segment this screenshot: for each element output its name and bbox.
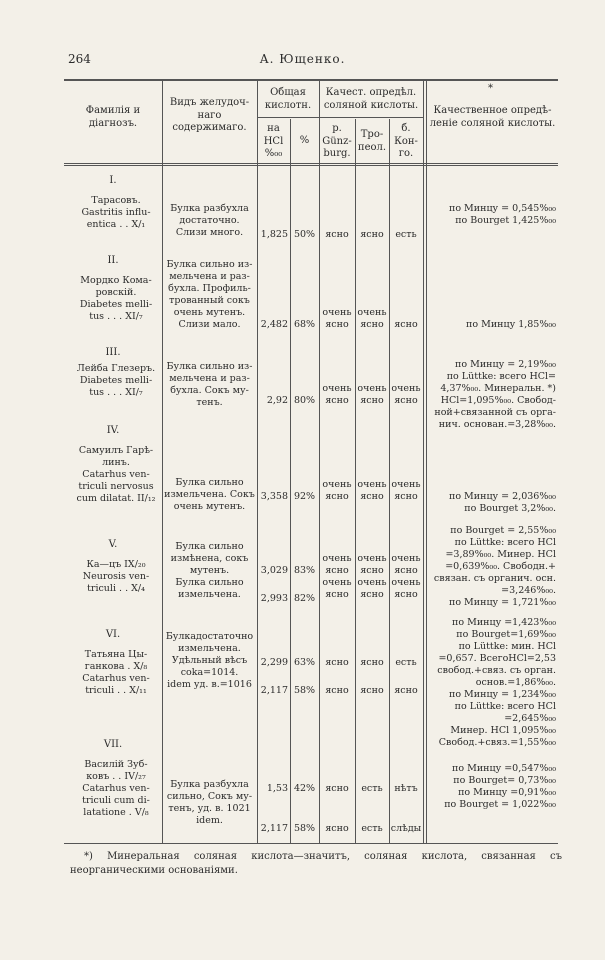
col-rule-3 bbox=[290, 119, 291, 844]
qualitative-gunz: ясно ясно bbox=[325, 783, 349, 834]
hcl-permille-value: 2,482 bbox=[260, 319, 288, 330]
header-quantitative: Качественное опредѣ- леніе соляной кислоты. bbox=[429, 105, 556, 129]
table-bottom-border bbox=[64, 843, 558, 844]
percent-value: 50% bbox=[293, 229, 316, 240]
patient-diagnosis: Василій Зуб- ковъ . . IV/₂₇ Catarhus ven- triculi cum di- latatione . V/₈ bbox=[82, 759, 150, 818]
header-gastric-content: Видъ желудоч- наго содержимаго. bbox=[169, 97, 250, 133]
col-rule-2 bbox=[257, 79, 258, 844]
percent-value: 58% bbox=[293, 823, 316, 834]
percent-value: 58% bbox=[293, 685, 316, 696]
row-number: II. bbox=[107, 255, 119, 266]
percent-value: 82% bbox=[293, 593, 316, 604]
qualitative-trop: очень ясно bbox=[357, 307, 387, 330]
patient-diagnosis: Самуилъ Гарѣ- линъ. Catarhus ven- triculi nervosus cum dilatat. II/₁₂ bbox=[76, 445, 156, 504]
col-rule-1 bbox=[162, 79, 163, 844]
row-number: V. bbox=[108, 539, 118, 550]
row-number: IV. bbox=[106, 425, 120, 436]
qualitative-congo: есть ясно bbox=[394, 657, 418, 696]
percent-value: 63% bbox=[293, 657, 316, 668]
hcl-permille-value: 2,92 bbox=[266, 395, 288, 406]
patient-diagnosis: Лейба Глезеръ. Diabetes melli- tus . . . XI/₇ bbox=[76, 363, 156, 398]
percent-value: 92% bbox=[293, 491, 316, 502]
subheader-rule-total bbox=[257, 117, 319, 118]
table-top-border bbox=[64, 79, 558, 81]
quantitative-result: по Минцу =1,423%₀₀ по Bourget=1,69%₀₀ по Lüttke: мин. HCl =0,657. ВсегоHCl=2,53 свобод.+связ. съ орган. основ.=1,86%₀₀. по Минцу = 1,234%₀₀ по Lüttke: всего HCl =2,645%₀₀ Минер. HCl 1,095%₀₀ Свобод.+связ.=1,55%₀₀ bbox=[437, 617, 556, 748]
gastric-content: Булка сильно измѣнена, сокъ мутенъ. Булка сильно измельчена. bbox=[170, 541, 249, 600]
footnote: *) Минеральная соляная кислота—значитъ, соляная кислота, связанная съ неорганическими основаніями. bbox=[70, 851, 562, 876]
hcl-permille-value: 3,029 bbox=[260, 565, 288, 576]
col-rule-7b bbox=[426, 79, 427, 844]
data-table bbox=[64, 79, 558, 844]
quantitative-result: по Bourget = 2,55%₀₀ по Lüttke: всего HCl =3,89%₀₀. Минер. HCl =0,639%₀₀. Свободн.+ связан. съ органич. осн. =3,246%₀₀. по Минцу = 1,721%₀₀ bbox=[433, 525, 556, 608]
gastric-content: Булка сильно из- мельчена и раз- бухла. Сокъ му- тенъ. bbox=[166, 361, 253, 408]
hcl-permille-value: 1,825 bbox=[260, 229, 288, 240]
patient-diagnosis: Тарасовъ. Gastritis influ- entica . . X/₁ bbox=[81, 195, 151, 230]
row-number: I. bbox=[109, 175, 117, 186]
header-tropaeolin: Тро- пеол. bbox=[357, 129, 387, 153]
qualitative-trop: очень ясно очень ясно bbox=[357, 553, 387, 600]
hcl-permille-value: 3,358 bbox=[260, 491, 288, 502]
qualitative-trop: есть есть bbox=[361, 783, 383, 834]
patient-diagnosis: Татьяна Цы- ганкова . X/₈ Catarhus ven- triculi . . X/₁₁ bbox=[82, 649, 150, 696]
hcl-permille-value: 1,53 bbox=[266, 783, 288, 794]
page-header bbox=[0, 52, 605, 68]
qualitative-congo: очень ясно очень ясно bbox=[391, 553, 421, 600]
qualitative-congo: ясно bbox=[394, 319, 418, 330]
col-rule-4 bbox=[319, 79, 320, 844]
qualitative-trop: очень ясно bbox=[357, 383, 387, 406]
subheader-rule-qual bbox=[319, 117, 423, 118]
row-number: III. bbox=[105, 347, 121, 358]
qualitative-congo: нѣтъ слѣды bbox=[390, 783, 422, 834]
percent-value: 42% bbox=[293, 783, 316, 794]
qualitative-gunz: ясно ясно bbox=[325, 657, 349, 696]
table-header-rule-2 bbox=[64, 165, 558, 166]
quantitative-result: по Минцу =0,547%₀₀ по Bourget= 0,73%₀₀ по Минцу =0,91%₀₀ по Bourget = 1,022%₀₀ bbox=[444, 763, 556, 810]
gastric-content: Булкадостаточно измельчена. Удѣльный вѣсъ coka=1014. idem уд. в.=1016 bbox=[165, 631, 254, 690]
page-number: 264 bbox=[68, 52, 91, 66]
header-hcl-permille: на HCl %₀₀ bbox=[263, 123, 284, 159]
header-asterisk: * bbox=[488, 83, 493, 94]
hcl-permille-value: 2,117 bbox=[260, 685, 288, 696]
gastric-content: Булка разбухла достаточно. Слизи много. bbox=[170, 203, 249, 238]
col-rule-7 bbox=[423, 79, 424, 844]
header-name-diagnosis: Фамилія и діагнозъ. bbox=[85, 105, 141, 129]
hcl-permille-value: 2,117 bbox=[260, 823, 288, 834]
percent-value: 80% bbox=[293, 395, 316, 406]
header-congo: б. Кон- го. bbox=[394, 123, 418, 159]
percent-value: 83% bbox=[293, 565, 316, 576]
quantitative-result: по Минцу 1,85%₀₀ bbox=[466, 319, 556, 330]
quantitative-result: по Минцу = 2,19%₀₀ по Lüttke: всего HCl= 4,37%₀₀. Минеральн. *) HCl=1,095%₀₀. Свобод- ной+связанной съ орга- нич. основан.=3,28%₀₀. bbox=[434, 359, 556, 430]
hcl-permille-value: 2,993 bbox=[260, 593, 288, 604]
header-percent: % bbox=[299, 135, 310, 146]
hcl-permille-value: 2,299 bbox=[260, 657, 288, 668]
gastric-content: Булка сильно из- мельчена и раз- бухла. Профиль- трованный сокъ очень мутенъ. Слизи мало. bbox=[166, 259, 253, 330]
qualitative-congo: есть bbox=[395, 229, 417, 240]
row-number: VII. bbox=[103, 739, 123, 750]
row-number: VI. bbox=[105, 629, 121, 640]
patient-diagnosis: Ка—цъ IX/₂₀ Neurosis ven- triculi . . X/₄ bbox=[82, 559, 150, 594]
qualitative-congo: очень ясно bbox=[391, 479, 421, 502]
header-qualitative: Качест. опредѣл. соляной кислоты. bbox=[323, 87, 419, 111]
qualitative-trop: очень ясно bbox=[357, 479, 387, 502]
quantitative-result: по Минцу = 0,545%₀₀ по Bourget 1,425%₀₀ bbox=[448, 203, 556, 226]
quantitative-result: по Минцу = 2,036%₀₀ по Bourget 3,2%₀₀. bbox=[448, 491, 556, 514]
table-header-rule bbox=[64, 163, 558, 164]
qualitative-trop: ясно ясно bbox=[360, 657, 384, 696]
gastric-content: Булка сильно измельчена. Сокъ очень мутенъ. bbox=[164, 477, 255, 512]
qualitative-gunz: очень ясно bbox=[322, 479, 352, 502]
running-title: А. Ющенко. bbox=[259, 52, 346, 66]
qualitative-gunz: очень ясно bbox=[322, 383, 352, 406]
qualitative-congo: очень ясно bbox=[391, 383, 421, 406]
qualitative-trop: ясно bbox=[360, 229, 384, 240]
qualitative-gunz: очень ясно bbox=[322, 307, 352, 330]
percent-value: 68% bbox=[293, 319, 316, 330]
qualitative-gunz: очень ясно очень ясно bbox=[322, 553, 352, 600]
header-gunzburg: р. Günz- burg. bbox=[322, 123, 352, 159]
gastric-content: Булка разбухла сильно, Сокъ му- тенъ, уд. в. 1021 idem. bbox=[166, 779, 253, 826]
qualitative-gunz: ясно bbox=[325, 229, 349, 240]
patient-diagnosis: Мордко Кома- ровскій. Diabetes melli- tus . . . XI/₇ bbox=[79, 275, 153, 322]
header-total-acidity: Общая кислотн. bbox=[264, 87, 312, 111]
